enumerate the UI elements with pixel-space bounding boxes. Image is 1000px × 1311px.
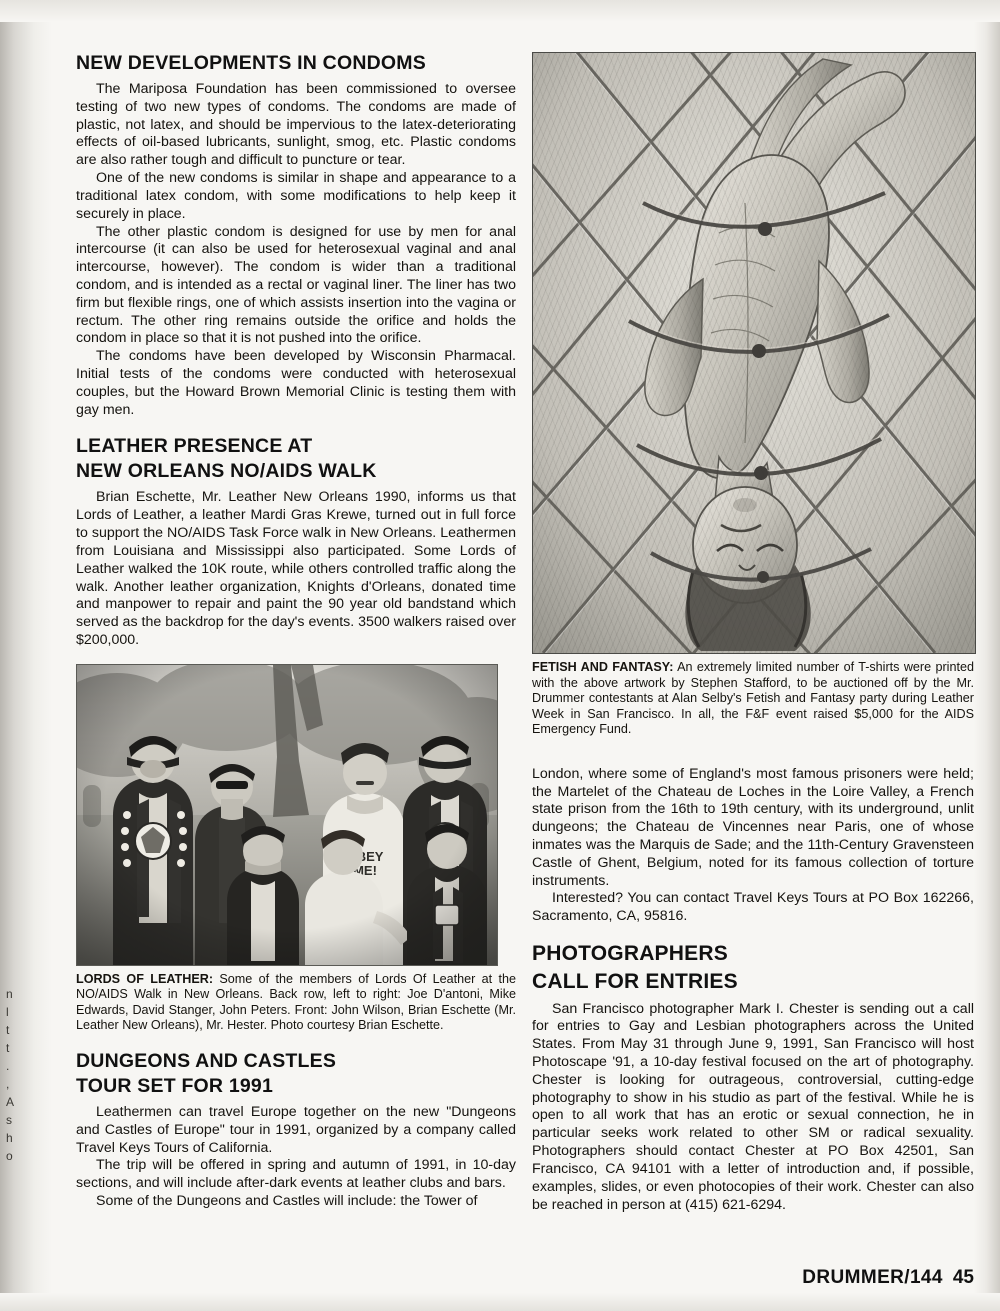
caption-text: Some of the members of Lords Of Leather at the NO/AIDS Walk in New Orleans. Back row, left to right: Joe D'antoni, Mike Edwards, David Stanger, John Peters. Front: John Wilson, Brian Eschette (Mr. Leather New Orleans), Mr. Hester. Photo courtesy Brian Eschette. [76,971,517,1033]
scan-edge-top [0,0,1000,22]
paragraph: Interested? You can contact Travel Keys Tours at PO Box 162266, Sacramento, CA, 95816. [532,890,974,925]
left-column [76,52,516,1211]
page-footer [802,1267,974,1289]
paragraph: One of the new condoms is similar in shape and appearance to a traditional latex condom, with some modifications to help keep it securely in place. [76,170,516,222]
paragraph: San Francisco photographer Mark I. Chester is sending out a call for entries to Gay and Lesbian photographers across the United States. From May 31 through June 9, 1991, San Francisco will host Photoscape '91, a 10-day festival focused on the art of photography. Chester is looking for outrageous, controversial, cutting-edge photography to show in his studio as part of the festival. While he is open to all work that has an erotic or sexual connection, he in particular seeks work related to other SM or radical sexuality. Photographers should contact Chester at PO Box 42501, San Francisco, CA 94101 with a letter of introduction and, if possible, examples, slides, or even photocopies of their work. Chester can also be reached in person at (415) 621-6294. [532,1000,974,1213]
paragraph: The condoms have been developed by Wisconsin Pharmacal. Initial tests of the condoms were conducted with heterosexual couples, but the Howard Brown Memorial Clinic is testing them with gay men. [76,348,516,418]
paragraph: Brian Eschette, Mr. Leather New Orleans 1990, informs us that Lords of Leather, a leather Mardi Gras Krewe, turned out in full force to support the NO/AIDS Task Force walk in New Orleans. Leathermen from Louisiana and Mississippi also participated. Some Lords of Leather walked the 10K route, while others controlled traffic along the walk. Another leather organization, Knights d'Orleans, donated time and manpower to repair and paint the 90 year old bandstand which served as the backdrop for the day's events. 3500 walkers raised over $200,000. [76,489,516,648]
caption-label: FETISH AND FANTASY: [532,660,674,674]
lords-of-leather-photo [76,664,498,966]
artwork-caption [532,660,974,738]
heading-leather-presence-line2: NEW ORLEANS NO/AIDS WALK [76,460,377,483]
caption-label: LORDS OF LEATHER: [76,971,214,986]
paragraph: London, where some of England's most famous prisoners were held; the Martelet of the Chateau de Loches in the Loire Valley, a French state prison from the 16th to 19th century, with its underground, unlit dungeons; the Chateau de Vincennes near Paris, one of whose inmates was the Marquis de Sade; and the 11th-Century Gravensteen Castle of Ghent, Belgium, noted for its famous collection of torture instruments. [532,765,974,889]
artwork-pencil-texture [533,53,975,653]
heading-dungeons-and-castles-line2: TOUR SET FOR 1991 [76,1074,274,1097]
page-content [76,52,974,1272]
heading-new-developments-in-condoms: NEW DEVELOPMENTS IN CONDOMS [76,52,426,74]
heading-dungeons-and-castles-line1: DUNGEONS AND CASTLES [76,1049,337,1072]
heading-photographers-line2: CALL FOR ENTRIES [532,969,738,993]
page-number: 45 [952,1267,974,1288]
paragraph: Some of the Dungeons and Castles will include: the Tower of [96,1193,478,1209]
paragraph: The trip will be offered in spring and autumn of 1991, in 10-day sections, and will include after-dark events at leather clubs and bars. [76,1157,516,1192]
paragraph: The other plastic condom is designed for use by men for anal intercourse (it can also be used for heterosexual vaginal and anal intercourse, however). The condom is wider than a traditional condom, and is intended as a rectal or vaginal liner. The liner has two firm but flexible rings, one of which assists insertion into the vagina or rectum. The other ring remains outside the orifice and holds the condom in place so that it is not pushed into the orifice. [76,223,516,347]
heading-leather-presence-line1: LEATHER PRESENCE AT [76,435,313,458]
caption-text: An extremely limited number of T-shirts were printed with the above artwork by Stephen Stafford, to be auctioned off by the Mr. Drummer contestants at Alan Selby's Fetish and Fantasy party during Leather Week in San Francisco. In all, the F&F event raised $5,000 for the AIDS Emergency Fund. [532,660,974,737]
heading-photographers-line1: PHOTOGRAPHERS [532,942,728,966]
facing-page-margin-text: n l t t . , A s h o [6,987,15,1163]
fetish-and-fantasy-artwork [532,52,976,654]
magazine-name: DRUMMER/144 [802,1267,943,1288]
paragraph: Leathermen can travel Europe together on the new "Dungeons and Castles of Europe" tour in 1991, organized by a company called Travel Keys Tours of California. [76,1103,516,1156]
scan-edge-bottom [0,1293,1000,1311]
right-column [532,52,974,1214]
scan-edge-right [974,0,1000,1311]
paragraph: The Mariposa Foundation has been commissioned to oversee testing of two new types of condoms. The condoms are made of plastic, not latex, and should be impervious to the latex-deteriorating effects of oil-based lubricants, sunlight, smog, etc. Plastic condoms are also rather tough and difficult to puncture or tear. [76,81,516,169]
photo-caption [76,972,516,1034]
